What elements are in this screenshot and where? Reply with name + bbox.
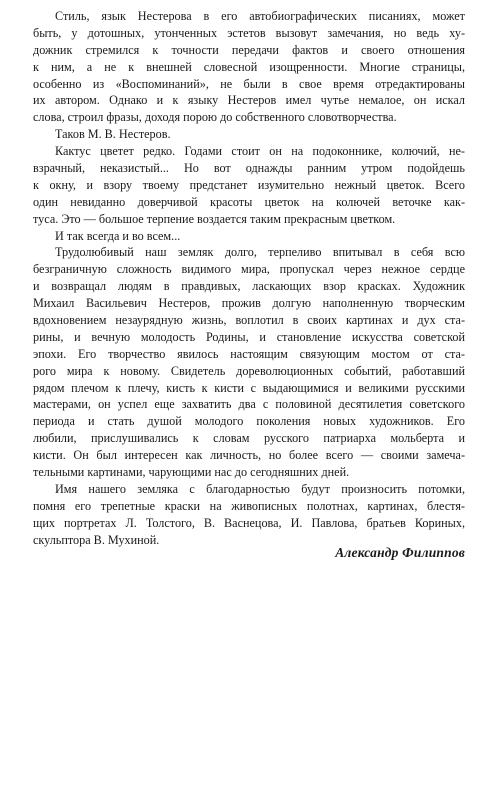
paragraph	[33, 228, 465, 245]
text-line: Трудолюбивый наш земляк долго, терпеливо впитывал в себя всю	[55, 245, 465, 260]
text-line: Стиль, язык Нестерова в его автобиографических писаниях, может	[55, 9, 465, 23]
text-line: кисти. Он был интересен как личность, но более всего — своими замеча-	[33, 448, 465, 463]
text-line: эпохи. Его творчество явилось настоящим связующим мостом от ста-	[33, 346, 465, 361]
text-line: дожник стремился к точности передачи фактов и своего отношения	[33, 42, 465, 57]
text-line: Кактус цветет редко. Годами стоит он на подоконнике, колючий, не-	[55, 144, 465, 159]
article-body	[33, 8, 465, 549]
text-line: к ним, а не к внешней словесной изощренности. Многие страницы,	[33, 59, 465, 74]
text-line: помня его трепетные краски на живописных полотнах, картинах, блестя-	[33, 498, 465, 513]
author-signature: Александр Филиппов	[335, 545, 465, 560]
text-line: тельными картинами, чарующими нас до сегодняшних дней.	[33, 465, 350, 480]
text-line: рины, и вечную молодость Родины, и становление искусства советской	[33, 329, 465, 344]
text-line: рого мира к новому. Свидетель дореволюционных событий, работавший	[33, 363, 465, 378]
paragraph	[33, 481, 465, 549]
paragraph	[33, 8, 465, 126]
text-line: особенно из «Воспоминаний», не были в свое время отредактированы	[33, 76, 465, 91]
text-line: безграничную сложность видимого мира, пропускал через нежное сердце	[33, 262, 465, 277]
text-line: периода и стать душой молодого поколения новых художников. Его	[33, 414, 465, 429]
text-line: мастерами, он успел еще захватить два с половиной десятилетия советского	[33, 397, 465, 412]
text-line: один невиданно доверчивой красоты цветок на колючей веточке как-	[33, 194, 465, 209]
text-line: И так всегда и во всем...	[55, 228, 181, 243]
text-line: к окну, и взору твоему предстанет изумительно нежный цветок. Всего	[33, 177, 465, 192]
paragraph	[33, 244, 465, 480]
paragraph	[33, 126, 465, 143]
text-line: скульптора В. Мухиной.	[33, 532, 160, 547]
text-line: их автором. Однако и к языку Нестеров имел чутье немалое, он искал	[33, 93, 465, 108]
text-line: туса. Это — большое терпение воздается таким прекрасным цветком.	[33, 211, 396, 226]
text-line: Имя нашего земляка с благодарностью будут произносить потомки,	[55, 481, 465, 496]
text-line: рядом плечом к плечу, кисть к кисти с выдающимися и великими русскими	[33, 380, 465, 395]
text-line: Таков М. В. Нестеров.	[55, 127, 171, 142]
text-line: Михаил Васильевич Нестеров, прожив долгую наполненную творческим	[33, 296, 465, 311]
text-line: быть, у дотошных, утонченных эстетов вызовут замечания, но ведь ху-	[33, 25, 465, 40]
paragraph	[33, 143, 465, 227]
text-line: и возвращал людям в правдивых, ласкающих взор красках. Художник	[33, 279, 465, 294]
text-line: любили, прислушивались к словам русского патриарха мольберта и	[33, 431, 465, 446]
text-line: щих портретах Л. Толстого, В. Васнецова, И. Павлова, братьев Кориных,	[33, 515, 465, 530]
text-line: взрачный, неказистый... Но вот однажды ранним утром подойдешь	[33, 161, 465, 176]
text-line: слова, строил фразы, доходя порою до собственного словотворчества.	[33, 110, 397, 125]
text-line: вдохновением незаурядную жизнь, воплотил в своих картинах и дух ста-	[33, 313, 465, 328]
